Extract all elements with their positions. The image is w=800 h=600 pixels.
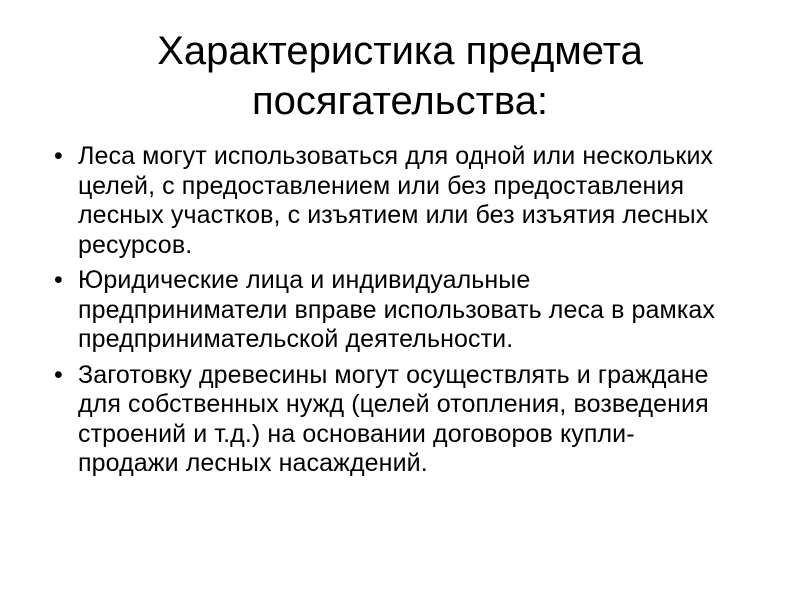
bullet-text-line: строений и т.д.) на основании договоров купли- [78, 419, 635, 448]
bullet-text-line: продажи лесных насаждений. [78, 449, 428, 477]
slide-title [40, 26, 760, 126]
slide-title-line: посягательства: [251, 79, 549, 123]
bullet-text-line: Леса могут использоваться для одной или нескольких [78, 142, 714, 170]
bullet-icon: • [54, 360, 63, 389]
bullet-text-line: лесных участков, с изъятием или без изъятия лесных [78, 201, 709, 229]
bullet-text-line: предприниматели вправе использовать леса в рамках [78, 295, 716, 324]
bullet-item [48, 142, 760, 260]
bullet-item [48, 266, 760, 355]
bullet-text-line: целей, с предоставлением или без предоставления [78, 171, 685, 200]
bullet-text-line: Заготовку древесины могут осуществлять и граждане [78, 360, 709, 389]
bullet-text-line: предпринимательской деятельности. [78, 325, 514, 353]
slide-title-line: Характеристика предмета [157, 29, 643, 73]
bullet-text-line: для собственных нужд (целей отопления, возведения [78, 390, 709, 418]
bullet-icon: • [54, 142, 63, 170]
bullet-text-line: Юридические лица и индивидуальные [78, 266, 531, 294]
bullet-list [48, 142, 760, 485]
bullet-text-line: ресурсов. [78, 230, 193, 259]
bullet-icon: • [54, 266, 63, 294]
bullet-item [48, 361, 760, 479]
